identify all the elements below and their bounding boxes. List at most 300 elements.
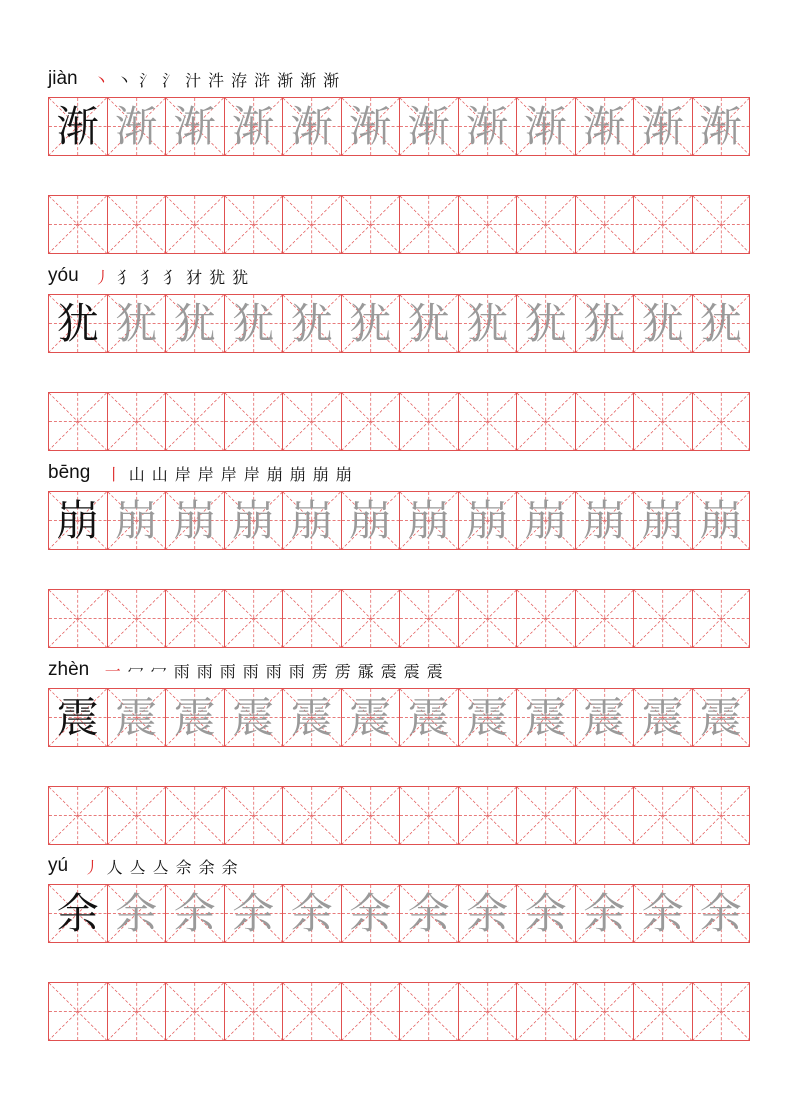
character-block (48, 460, 750, 650)
trace-character: 渐 (641, 101, 684, 151)
model-cell[interactable] (48, 884, 107, 943)
trace-cell[interactable] (341, 884, 400, 943)
trace-character: 余 (583, 888, 626, 938)
trace-character: 震 (524, 692, 567, 742)
model-character: 余 (56, 888, 99, 938)
trace-character: 震 (583, 692, 626, 742)
mi-grid-guide (49, 196, 107, 253)
blank-cell[interactable] (107, 195, 166, 254)
trace-character: 余 (641, 888, 684, 938)
mi-grid-guide (225, 393, 283, 450)
mi-grid-guide (517, 196, 575, 253)
stroke-step: 人 (106, 857, 123, 877)
trace-cell[interactable] (282, 884, 341, 943)
trace-cell[interactable] (516, 97, 575, 156)
stroke-step: 雨 (288, 661, 305, 681)
blank-cell[interactable] (399, 982, 458, 1041)
mi-grid-guide (166, 787, 224, 844)
mi-grid-guide (342, 983, 400, 1040)
mi-grid-guide (225, 196, 283, 253)
stroke-step: 犭 (163, 267, 180, 287)
mi-grid-guide (225, 590, 283, 647)
stroke-step: 氵 (162, 70, 179, 90)
stroke-step: 犹 (232, 267, 249, 287)
blank-cell[interactable] (282, 589, 341, 648)
tracing-row (48, 294, 750, 353)
blank-cell[interactable] (282, 195, 341, 254)
stroke-step: 浒 (254, 70, 271, 90)
trace-cell[interactable] (633, 884, 692, 943)
trace-character: 崩 (641, 495, 684, 545)
tracing-row (48, 97, 750, 156)
pinyin-label: jiàn (48, 68, 78, 89)
trace-cell[interactable] (458, 884, 517, 943)
model-cell[interactable] (48, 294, 107, 353)
trace-character: 余 (407, 888, 450, 938)
mi-grid-guide (225, 983, 283, 1040)
mi-grid-guide (108, 590, 166, 647)
trace-cell[interactable] (341, 688, 400, 747)
blank-cell[interactable] (692, 195, 751, 254)
blank-cell[interactable] (224, 392, 283, 451)
trace-cell[interactable] (107, 884, 166, 943)
trace-cell[interactable] (516, 491, 575, 550)
trace-character: 崩 (290, 495, 333, 545)
trace-cell[interactable] (282, 97, 341, 156)
trace-cell[interactable] (107, 491, 166, 550)
trace-character: 犹 (524, 298, 567, 348)
trace-cell[interactable] (399, 884, 458, 943)
trace-cell[interactable] (633, 97, 692, 156)
trace-cell[interactable] (633, 294, 692, 353)
mi-grid-guide (108, 196, 166, 253)
blank-cell[interactable] (692, 982, 751, 1041)
mi-grid-guide (400, 393, 458, 450)
mi-grid-guide (634, 196, 692, 253)
mi-grid-guide (459, 983, 517, 1040)
trace-cell[interactable] (516, 884, 575, 943)
stroke-step: 犲 (186, 267, 203, 287)
stroke-step: 雨 (219, 661, 236, 681)
mi-grid-guide (283, 393, 341, 450)
trace-cell[interactable] (692, 491, 751, 550)
trace-character: 渐 (699, 101, 742, 151)
stroke-step: 亼 (152, 857, 169, 877)
trace-cell[interactable] (165, 294, 224, 353)
blank-cell[interactable] (458, 589, 517, 648)
mi-grid-guide (342, 590, 400, 647)
stroke-step: 一 (104, 661, 121, 681)
blank-cell[interactable] (575, 982, 634, 1041)
blank-cell[interactable] (107, 392, 166, 451)
stroke-steps (80, 855, 241, 878)
stroke-step: 霡 (357, 661, 374, 681)
stroke-step: 岸 (197, 464, 214, 484)
stroke-step: 雨 (265, 661, 282, 681)
trace-cell[interactable] (575, 491, 634, 550)
mi-grid-guide (400, 983, 458, 1040)
blank-cell[interactable] (165, 982, 224, 1041)
trace-character: 犹 (349, 298, 392, 348)
blank-cell[interactable] (458, 195, 517, 254)
trace-character: 渐 (349, 101, 392, 151)
trace-cell[interactable] (575, 294, 634, 353)
stroke-step: 冖 (150, 661, 167, 681)
trace-cell[interactable] (458, 294, 517, 353)
trace-cell[interactable] (165, 97, 224, 156)
stroke-step: 山 (151, 464, 168, 484)
trace-cell[interactable] (516, 688, 575, 747)
practice-row (48, 195, 750, 254)
mi-grid-guide (108, 393, 166, 450)
mi-grid-guide (400, 196, 458, 253)
blank-cell[interactable] (633, 786, 692, 845)
trace-character: 余 (466, 888, 509, 938)
blank-cell[interactable] (48, 392, 107, 451)
trace-character: 崩 (583, 495, 626, 545)
trace-cell[interactable] (692, 97, 751, 156)
trace-character: 渐 (407, 101, 450, 151)
trace-character: 余 (524, 888, 567, 938)
blank-cell[interactable] (224, 195, 283, 254)
stroke-steps (90, 68, 343, 91)
trace-character: 犹 (232, 298, 275, 348)
trace-cell[interactable] (399, 688, 458, 747)
mi-grid-guide (576, 787, 634, 844)
blank-cell[interactable] (341, 786, 400, 845)
blank-cell[interactable] (224, 982, 283, 1041)
pinyin-label: yóu (48, 265, 79, 286)
trace-cell[interactable] (516, 294, 575, 353)
stroke-step: 渐 (277, 70, 294, 90)
trace-character: 渐 (466, 101, 509, 151)
blank-cell[interactable] (692, 786, 751, 845)
blank-cell[interactable] (224, 589, 283, 648)
stroke-step: 震 (403, 661, 420, 681)
mi-grid-guide (517, 393, 575, 450)
mi-grid-guide (400, 787, 458, 844)
trace-character: 渐 (173, 101, 216, 151)
trace-character: 渐 (583, 101, 626, 151)
trace-cell[interactable] (224, 884, 283, 943)
tracing-row (48, 688, 750, 747)
trace-cell[interactable] (399, 294, 458, 353)
stroke-step: 冖 (127, 661, 144, 681)
blank-cell[interactable] (282, 786, 341, 845)
trace-cell[interactable] (692, 884, 751, 943)
model-character: 渐 (56, 101, 99, 151)
stroke-step: 洊 (231, 70, 248, 90)
stroke-step: 余 (198, 857, 215, 877)
trace-character: 余 (115, 888, 158, 938)
trace-character: 犹 (407, 298, 450, 348)
stroke-step: 山 (128, 464, 145, 484)
stroke-step: 丿 (83, 857, 100, 877)
trace-character: 崩 (115, 495, 158, 545)
blank-cell[interactable] (165, 195, 224, 254)
stroke-step: 雳 (311, 661, 328, 681)
trace-cell[interactable] (107, 688, 166, 747)
trace-character: 余 (290, 888, 333, 938)
stroke-step: 犭 (140, 267, 157, 287)
blank-cell[interactable] (165, 392, 224, 451)
blank-cell[interactable] (575, 392, 634, 451)
trace-cell[interactable] (692, 688, 751, 747)
trace-cell[interactable] (458, 491, 517, 550)
blank-cell[interactable] (282, 392, 341, 451)
trace-cell[interactable] (633, 688, 692, 747)
stroke-step: 氵 (139, 70, 156, 90)
blank-cell[interactable] (458, 982, 517, 1041)
model-character: 犹 (56, 298, 99, 348)
stroke-step: 雨 (173, 661, 190, 681)
mi-grid-guide (693, 590, 750, 647)
trace-cell[interactable] (224, 491, 283, 550)
mi-grid-guide (342, 787, 400, 844)
mi-grid-guide (283, 983, 341, 1040)
blank-cell[interactable] (48, 786, 107, 845)
trace-cell[interactable] (341, 491, 400, 550)
trace-cell[interactable] (399, 97, 458, 156)
mi-grid-guide (459, 196, 517, 253)
trace-character: 余 (699, 888, 742, 938)
stroke-order-line (48, 657, 446, 683)
trace-character: 崩 (173, 495, 216, 545)
trace-character: 犹 (699, 298, 742, 348)
stroke-step: 崩 (312, 464, 329, 484)
stroke-step: 雨 (242, 661, 259, 681)
stroke-order-line (48, 263, 252, 289)
mi-grid-guide (342, 393, 400, 450)
trace-cell[interactable] (458, 688, 517, 747)
model-character: 崩 (56, 495, 99, 545)
trace-character: 渐 (232, 101, 275, 151)
trace-cell[interactable] (224, 97, 283, 156)
trace-character: 渐 (115, 101, 158, 151)
mi-grid-guide (693, 787, 750, 844)
practice-row (48, 392, 750, 451)
trace-character: 震 (641, 692, 684, 742)
stroke-step: 崩 (289, 464, 306, 484)
trace-character: 渐 (524, 101, 567, 151)
mi-grid-guide (166, 590, 224, 647)
character-block (48, 66, 750, 256)
mi-grid-guide (283, 787, 341, 844)
blank-cell[interactable] (633, 982, 692, 1041)
stroke-step: 亼 (129, 857, 146, 877)
blank-cell[interactable] (399, 589, 458, 648)
trace-cell[interactable] (341, 294, 400, 353)
model-cell[interactable] (48, 97, 107, 156)
mi-grid-guide (108, 787, 166, 844)
trace-cell[interactable] (575, 884, 634, 943)
practice-row (48, 982, 750, 1041)
blank-cell[interactable] (516, 589, 575, 648)
trace-character: 犹 (466, 298, 509, 348)
mi-grid-guide (400, 590, 458, 647)
trace-character: 崩 (349, 495, 392, 545)
stroke-order-line (48, 66, 343, 92)
stroke-step: 佘 (175, 857, 192, 877)
character-block (48, 263, 750, 453)
pinyin-label: bēng (48, 462, 91, 483)
stroke-step: 崩 (335, 464, 352, 484)
character-block (48, 657, 750, 847)
stroke-step: 崩 (266, 464, 283, 484)
trace-cell[interactable] (107, 294, 166, 353)
stroke-step: 渐 (323, 70, 340, 90)
blank-cell[interactable] (458, 392, 517, 451)
trace-cell[interactable] (399, 491, 458, 550)
blank-cell[interactable] (516, 786, 575, 845)
stroke-step: 雳 (334, 661, 351, 681)
trace-cell[interactable] (165, 688, 224, 747)
stroke-step: 渐 (300, 70, 317, 90)
mi-grid-guide (634, 590, 692, 647)
trace-character: 震 (115, 692, 158, 742)
blank-cell[interactable] (516, 982, 575, 1041)
trace-cell[interactable] (575, 97, 634, 156)
blank-cell[interactable] (341, 589, 400, 648)
blank-cell[interactable] (633, 589, 692, 648)
stroke-step: 犹 (209, 267, 226, 287)
blank-cell[interactable] (107, 589, 166, 648)
trace-cell[interactable] (458, 97, 517, 156)
trace-character: 余 (349, 888, 392, 938)
trace-character: 震 (699, 692, 742, 742)
model-character: 震 (56, 692, 99, 742)
trace-character: 崩 (232, 495, 275, 545)
trace-character: 崩 (407, 495, 450, 545)
trace-character: 震 (290, 692, 333, 742)
trace-character: 犹 (641, 298, 684, 348)
stroke-step: 犭 (117, 267, 134, 287)
tracing-row (48, 884, 750, 943)
mi-grid-guide (517, 787, 575, 844)
stroke-order-line (48, 460, 355, 486)
trace-character: 崩 (524, 495, 567, 545)
blank-cell[interactable] (399, 195, 458, 254)
blank-cell[interactable] (165, 589, 224, 648)
trace-cell[interactable] (692, 294, 751, 353)
mi-grid-guide (283, 590, 341, 647)
stroke-step: 丶 (93, 70, 110, 90)
trace-character: 犹 (583, 298, 626, 348)
mi-grid-guide (693, 983, 750, 1040)
trace-character: 崩 (699, 495, 742, 545)
trace-character: 震 (407, 692, 450, 742)
blank-cell[interactable] (633, 392, 692, 451)
blank-cell[interactable] (107, 982, 166, 1041)
trace-cell[interactable] (107, 97, 166, 156)
blank-cell[interactable] (692, 392, 751, 451)
stroke-step: 丿 (94, 267, 111, 287)
model-cell[interactable] (48, 491, 107, 550)
mi-grid-guide (166, 196, 224, 253)
trace-character: 崩 (466, 495, 509, 545)
trace-cell[interactable] (341, 97, 400, 156)
blank-cell[interactable] (341, 195, 400, 254)
trace-character: 余 (232, 888, 275, 938)
pinyin-label: yú (48, 855, 69, 876)
stroke-step: 丶 (116, 70, 133, 90)
trace-character: 犹 (173, 298, 216, 348)
mi-grid-guide (49, 983, 107, 1040)
blank-cell[interactable] (341, 392, 400, 451)
trace-cell[interactable] (575, 688, 634, 747)
blank-cell[interactable] (341, 982, 400, 1041)
blank-cell[interactable] (516, 195, 575, 254)
trace-character: 震 (173, 692, 216, 742)
blank-cell[interactable] (516, 392, 575, 451)
stroke-step: 汼 (208, 70, 225, 90)
stroke-steps (102, 462, 355, 485)
blank-cell[interactable] (48, 982, 107, 1041)
blank-cell[interactable] (575, 589, 634, 648)
trace-cell[interactable] (224, 294, 283, 353)
practice-row (48, 589, 750, 648)
blank-cell[interactable] (48, 589, 107, 648)
mi-grid-guide (342, 196, 400, 253)
mi-grid-guide (49, 590, 107, 647)
blank-cell[interactable] (165, 786, 224, 845)
blank-cell[interactable] (458, 786, 517, 845)
stroke-steps (101, 659, 446, 682)
trace-character: 震 (466, 692, 509, 742)
model-cell[interactable] (48, 688, 107, 747)
trace-character: 余 (173, 888, 216, 938)
blank-cell[interactable] (107, 786, 166, 845)
stroke-step: 岸 (243, 464, 260, 484)
stroke-step: 岸 (220, 464, 237, 484)
trace-cell[interactable] (282, 491, 341, 550)
blank-cell[interactable] (48, 195, 107, 254)
trace-cell[interactable] (282, 294, 341, 353)
blank-cell[interactable] (399, 786, 458, 845)
trace-cell[interactable] (282, 688, 341, 747)
pinyin-label: zhèn (48, 659, 90, 680)
mi-grid-guide (283, 196, 341, 253)
blank-cell[interactable] (224, 786, 283, 845)
mi-grid-guide (49, 393, 107, 450)
blank-cell[interactable] (399, 392, 458, 451)
mi-grid-guide (166, 393, 224, 450)
mi-grid-guide (576, 196, 634, 253)
mi-grid-guide (634, 787, 692, 844)
stroke-step: 震 (380, 661, 397, 681)
blank-cell[interactable] (575, 195, 634, 254)
trace-character: 震 (232, 692, 275, 742)
trace-character: 渐 (290, 101, 333, 151)
mi-grid-guide (576, 393, 634, 450)
blank-cell[interactable] (633, 195, 692, 254)
stroke-step: 雨 (196, 661, 213, 681)
trace-character: 犹 (290, 298, 333, 348)
mi-grid-guide (459, 590, 517, 647)
trace-cell[interactable] (633, 491, 692, 550)
blank-cell[interactable] (575, 786, 634, 845)
mi-grid-guide (517, 983, 575, 1040)
blank-cell[interactable] (282, 982, 341, 1041)
trace-cell[interactable] (165, 491, 224, 550)
practice-row (48, 786, 750, 845)
mi-grid-guide (693, 393, 750, 450)
mi-grid-guide (459, 787, 517, 844)
trace-cell[interactable] (165, 884, 224, 943)
blank-cell[interactable] (692, 589, 751, 648)
trace-cell[interactable] (224, 688, 283, 747)
mi-grid-guide (576, 590, 634, 647)
